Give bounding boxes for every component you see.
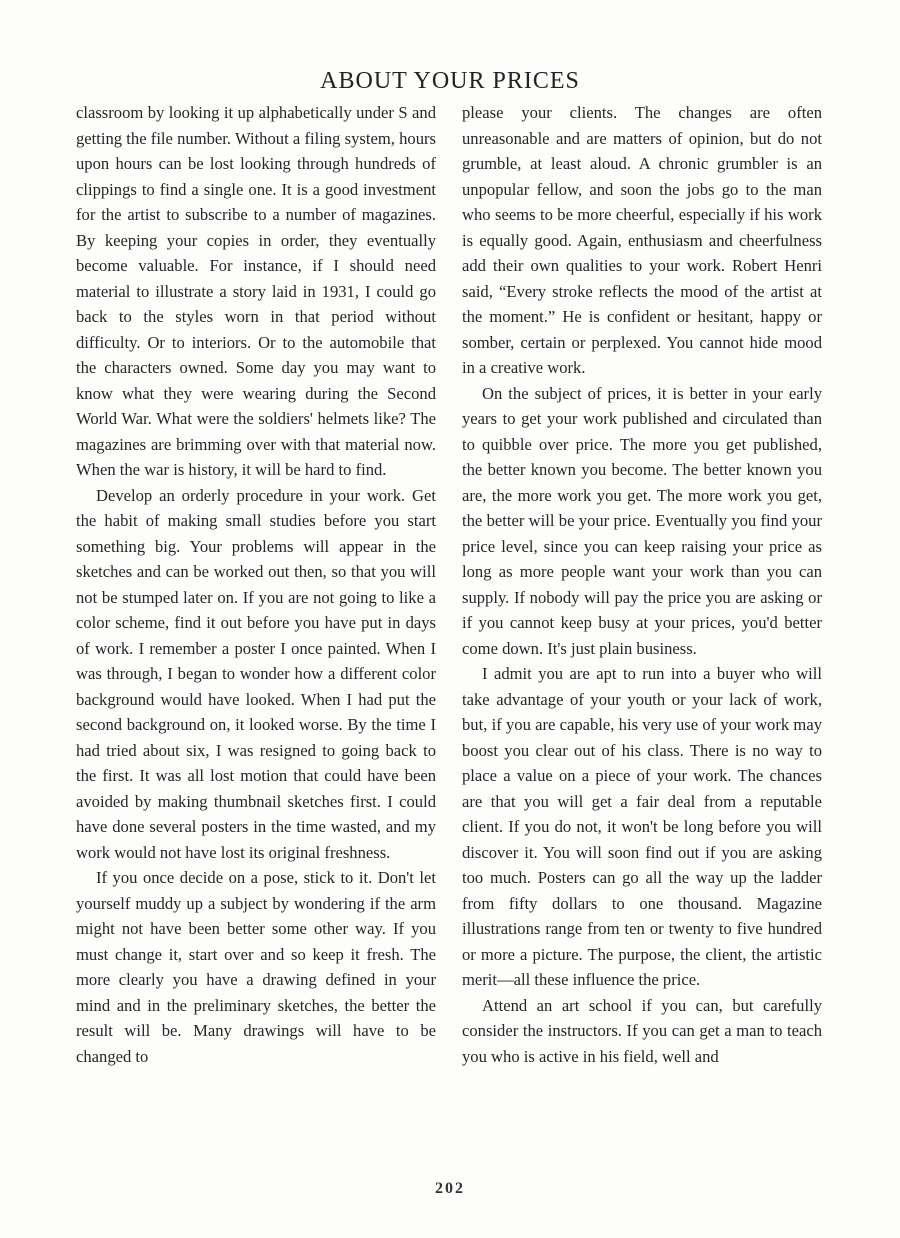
paragraph: I admit you are apt to run into a buyer who will take advantage of your youth or your lack of work, but, if you are capable, his very use of your work may boost you clear out of his class. There is no way to place a value on a piece of your work. The chances are that you will get a fair deal from a reputable client. If you do not, it won't be long before you will discover it. You will soon find out if you are asking too much. Posters can go all the way up the ladder from fifty dollars to one thousand. Magazine illustrations range from ten or twenty to five hundred or more a picture. The purpose, the client, the artistic merit—all these influence the price. — [462, 664, 822, 989]
right-column — [462, 100, 822, 1069]
page-number: 202 — [435, 1180, 465, 1197]
paragraph: Develop an orderly procedure in your work. Get the habit of making small studies before you start something big. Your problems will appear in the sketches and can be worked out then, so that you will not be stumped later on. If you are not going to like a color scheme, find it out before you have put in days of work. I remember a poster I once painted. When I was through, I began to wonder how a different color background would have looked. When I had put the second background on, it looked worse. By the time I had tried about six, I was resigned to going back to the first. It was all lost motion that could have been avoided by making thumbnail sketches first. I could have done several posters in the time wasted, and my work would not have lost its original freshness. — [76, 485, 436, 862]
paragraph: On the subject of prices, it is better in your early years to get your work published and circulated than to quibble over price. The more you get published, the better known you become. The better known you are, the more work you get. The more work you get, the better will be your price. Eventually you find your price level, since you can keep raising your price as long as more people want your work than you can supply. If nobody will pay the price you are asking or if you cannot keep busy at your prices, you'd better come down. It's just plain business. — [462, 383, 822, 658]
paragraph: please your clients. The changes are often unreasonable and are matters of opinion, but do not grumble, at least aloud. A chronic grumbler is an unpopular fellow, and soon the jobs go to the man who seems to be more cheerful, especially if his work is equally good. Again, enthusiasm and cheerfulness add their own qualities to your work. Robert Henri said, “Every stroke reflects the mood of the artist at the moment.” He is confident or hesitant, happy or somber, certain or perplexed. You cannot hide mood in a creative work. — [462, 103, 822, 377]
paragraph: classroom by looking it up alphabetically under S and getting the file number. Without a filing system, hours upon hours can be lost looking through hundreds of clippings to find a single one. It is a good investment for the artist to subscribe to a number of magazines. By keeping your copies in order, they eventually become valuable. For instance, if I should need material to illustrate a story laid in 1931, I could go back to the styles worn in that period without difficulty. Or to interiors. Or to the automobile that the characters owned. Some day you may want to know what they were wearing during the Second World War. What were the soldiers' helmets like? The magazines are brimming over with that material now. When the war is history, it will be hard to find. — [76, 103, 436, 479]
paragraph: If you once decide on a pose, stick to it. Don't let yourself muddy up a subject by wondering if the arm might not have been better some other way. If you must change it, start over and so keep it fresh. The more clearly you have a drawing defined in your mind and in the preliminary sketches, the better the result will be. Many drawings will have to be changed to — [76, 868, 436, 1066]
running-head: ABOUT YOUR PRICES — [320, 68, 580, 94]
left-column — [76, 100, 436, 1069]
paragraph: Attend an art school if you can, but carefully consider the instructors. If you can get a man to teach you who is active in his field, well and — [462, 995, 822, 1066]
